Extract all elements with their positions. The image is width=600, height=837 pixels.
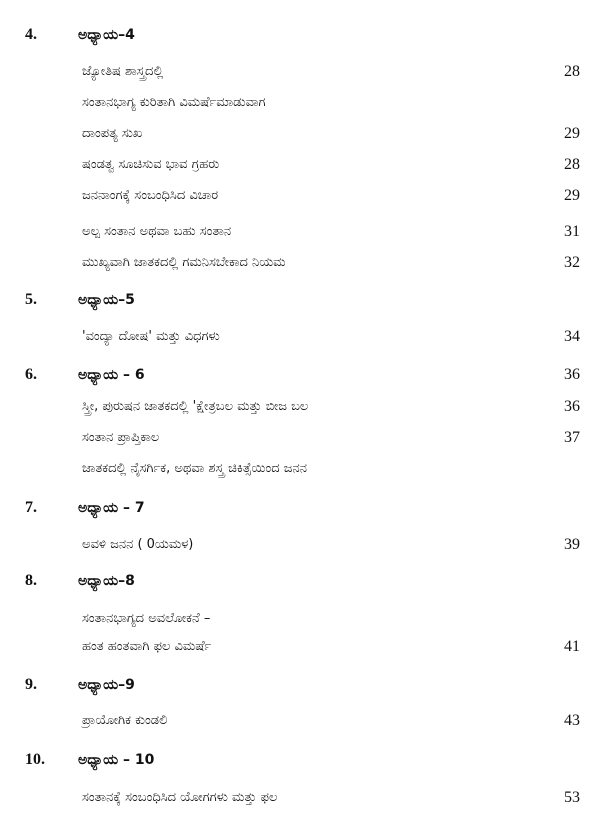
- chapter-heading: [0, 496, 600, 520]
- toc-entry: [0, 184, 600, 208]
- chapter-title: ಅಧ್ಯಾಯ–8: [78, 573, 135, 589]
- page-number: 41: [564, 638, 580, 655]
- chapter-title: ಅಧ್ಯಾಯ–5: [78, 292, 135, 308]
- chapter-heading: [0, 23, 600, 47]
- entry-title: ಷಂಡತ್ವ ಸೂಚಿಸುವ ಭಾವ ಗ್ರಹರು: [82, 157, 220, 172]
- page-number: 36: [564, 366, 580, 383]
- entry-title: ಸಂತಾನಕ್ಕೆ ಸಂಬಂಧಿಸಿದ ಯೋಗಗಳು ಮತ್ತು ಫಲ: [82, 790, 278, 805]
- toc-entry: [0, 426, 600, 450]
- toc-entry: [0, 607, 600, 631]
- page-number: 29: [564, 187, 580, 204]
- chapter-title: ಅಧ್ಯಾಯ – 7: [78, 500, 145, 516]
- page-number: 37: [564, 429, 580, 446]
- toc-entry: [0, 220, 600, 244]
- page-number: 28: [564, 156, 580, 173]
- chapter-heading: [0, 569, 600, 593]
- toc-entry: [0, 325, 600, 349]
- chapter-title: ಅಧ್ಯಾಯ–9: [78, 677, 135, 693]
- entry-title: ಅಲ್ಪ ಸಂತಾನ ಅಥವಾ ಬಹು ಸಂತಾನ: [82, 224, 232, 239]
- chapter-heading: [0, 673, 600, 697]
- chapter-title: ಅಧ್ಯಾಯ – 6: [78, 367, 145, 383]
- entry-title: ಮುಖ್ಯವಾಗಿ ಜಾತಕದಲ್ಲಿ ಗಮನಿಸಬೇಕಾದ ನಿಯಮ: [82, 255, 286, 270]
- entry-title: ಜಾತಕದಲ್ಲಿ ನೈಸರ್ಗಿಕ, ಅಥವಾ ಶಸ್ತ್ರ ಚಿಕಿತ್ಸೆಯಿಂದ ಜನನ: [82, 461, 307, 476]
- entry-title: ಸಂತಾನಭಾಗ್ಯದ ಅವಲೋಕನೆ –: [82, 611, 211, 626]
- toc-entry: [0, 533, 600, 557]
- page-number: 53: [564, 789, 580, 806]
- chapter-number: 9.: [25, 676, 37, 693]
- toc-entry: [0, 709, 600, 733]
- chapter-number: 7.: [25, 499, 37, 516]
- entry-title: ಜ್ಯೋತಿಷ ಶಾಸ್ತ್ರದಲ್ಲಿ: [82, 64, 164, 79]
- page-number: 31: [564, 223, 580, 240]
- toc-entry: [0, 122, 600, 146]
- chapter-number: 8.: [25, 572, 37, 589]
- chapter-number: 4.: [25, 26, 37, 43]
- chapter-number: 10.: [25, 751, 45, 768]
- entry-title: ಹಂತ ಹಂತವಾಗಿ ಫಲ ವಿಮರ್ಷೆ: [82, 639, 212, 654]
- chapter-heading: [0, 363, 600, 387]
- toc-entry: [0, 60, 600, 84]
- chapter-title: ಅಧ್ಯಾಯ – 10: [78, 752, 155, 768]
- toc-entry: [0, 91, 600, 115]
- chapter-heading: [0, 748, 600, 772]
- chapter-heading: [0, 288, 600, 312]
- page-number: 36: [564, 398, 580, 415]
- chapter-number: 5.: [25, 291, 37, 308]
- entry-title: ಪ್ರಾಯೋಗಿಕ ಕುಂಡಲಿ: [82, 713, 168, 728]
- toc-entry: [0, 457, 600, 481]
- page-number: 32: [564, 254, 580, 271]
- toc-entry: [0, 395, 600, 419]
- entry-title: 'ವಂದ್ಯಾ ದೋಷ' ಮತ್ತು ವಿಧಗಳು: [82, 329, 220, 344]
- page-number: 28: [564, 63, 580, 80]
- entry-title: ಅವಳಿ ಜನನ ( 0ಯಮಳ): [82, 537, 194, 552]
- entry-title: ಸ್ತ್ರೀ, ಪುರುಷನ ಜಾತಕದಲ್ಲಿ 'ಕ್ಷೇತ್ರಬಲ ಮತ್ತು ಬೀಜ ಬಲ: [82, 399, 309, 414]
- entry-title: ಜನನಾಂಗಕ್ಕೆ ಸಂಬಂಧಿಸಿದ ವಿಚಾರ: [82, 188, 219, 203]
- entry-title: ಸಂತಾನಭಾಗ್ಯ ಕುರಿತಾಗಿ ವಿಮರ್ಷೆಮಾಡುವಾಗ: [82, 95, 266, 110]
- toc-entry: [0, 786, 600, 810]
- toc-entry: [0, 635, 600, 659]
- chapter-title: ಅಧ್ಯಾಯ–4: [78, 27, 135, 43]
- page-number: 39: [564, 536, 580, 553]
- entry-title: ಸಂತಾನ ಪ್ರಾಪ್ತಿಕಾಲ: [82, 430, 160, 445]
- toc-entry: [0, 153, 600, 177]
- chapter-number: 6.: [25, 366, 37, 383]
- page-number: 34: [564, 328, 580, 345]
- entry-title: ದಾಂಪತ್ಯ ಸುಖ: [82, 126, 143, 141]
- page-number: 43: [564, 712, 580, 729]
- toc-entry: [0, 251, 600, 275]
- page-number: 29: [564, 125, 580, 142]
